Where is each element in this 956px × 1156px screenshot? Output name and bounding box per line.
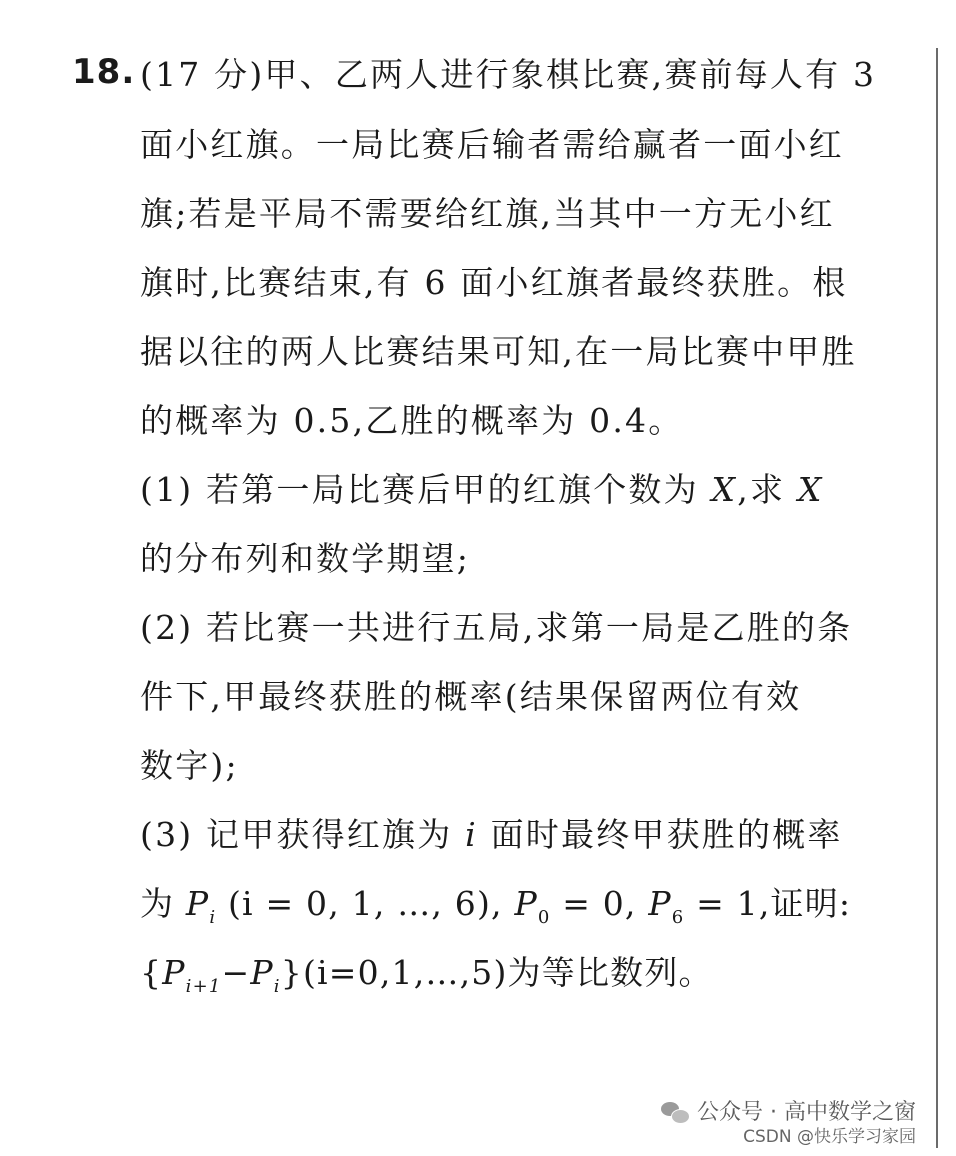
q3-eq1: = 1,证明: [684,884,852,923]
stem-line-3: 旗;若是平局不需要给红旗,当其中一方无小红 [140,194,835,233]
stem-line-6: 的概率为 0.5,乙胜的概率为 0.4。 [140,401,684,440]
question-number: 18. [72,52,136,92]
q3-p0: P [514,884,538,923]
q3-p6: P [648,884,672,923]
q3-p-i-2: P [250,953,274,992]
q1-text-b: ,求 [737,470,786,509]
q3-p-i: P [185,884,210,923]
q3-range: (i = 0, 1, …, 6), [227,884,503,923]
q3-p-i-2-sub: i [273,976,281,997]
q3-var-i: i [465,815,478,854]
stem-line-1: (17 分)甲、乙两人进行象棋比赛,赛前每人有 3 [140,55,877,94]
watermark [661,1100,916,1148]
question-3-line-3 [140,950,920,996]
question-3-line-1 [140,812,920,858]
q3-eq0: = 0, [550,884,637,923]
wechat-icon [661,1102,689,1124]
q1-text-a: (1) 若第一局比赛后甲的红旗个数为 [140,470,699,509]
question-2-line-3: 数字); [140,746,239,785]
question-2-line-1: (2) 若比赛一共进行五局,求第一局是乙胜的条 [140,608,853,647]
q3-p6-sub: 6 [671,907,685,928]
q3-p-i1-sub: i+1 [185,976,222,997]
question-3-line-2 [140,881,920,927]
q3-wei: 为 [140,884,175,923]
csdn-watermark: CSDN @快乐学习家园 [743,1127,916,1147]
q3-p-i-sub: i [209,907,217,928]
q3-text-a: (3) 记甲获得红旗为 [140,815,453,854]
q3-minus: − [221,953,251,992]
q3-brace-close: }(i=0,1,…,5)为等比数列。 [280,953,713,992]
q1-var-x-2: X [797,470,824,509]
q3-brace-open: { [140,953,163,992]
wechat-watermark [661,1100,916,1126]
q3-p0-sub: 0 [537,907,551,928]
wechat-label: 公众号 · 高中数学之窗 [697,1100,916,1125]
stem-line-5: 据以往的两人比赛结果可知,在一局比赛中甲胜 [140,332,857,371]
q1-var-x: X [711,470,738,509]
question-2-line-2: 件下,甲最终获胜的概率(结果保留两位有效 [140,677,802,716]
q3-p-i1: P [162,953,186,992]
question-1-line-1 [140,467,920,513]
question-1-line-2: 的分布列和数学期望; [140,539,471,578]
q3-text-b: 面时最终甲获胜的概率 [490,815,843,854]
stem-line-2: 面小红旗。一局比赛后输者需给赢者一面小红 [140,125,844,164]
stem-line-4: 旗时,比赛结束,有 6 面小红旗者最终获胜。根 [140,263,848,302]
